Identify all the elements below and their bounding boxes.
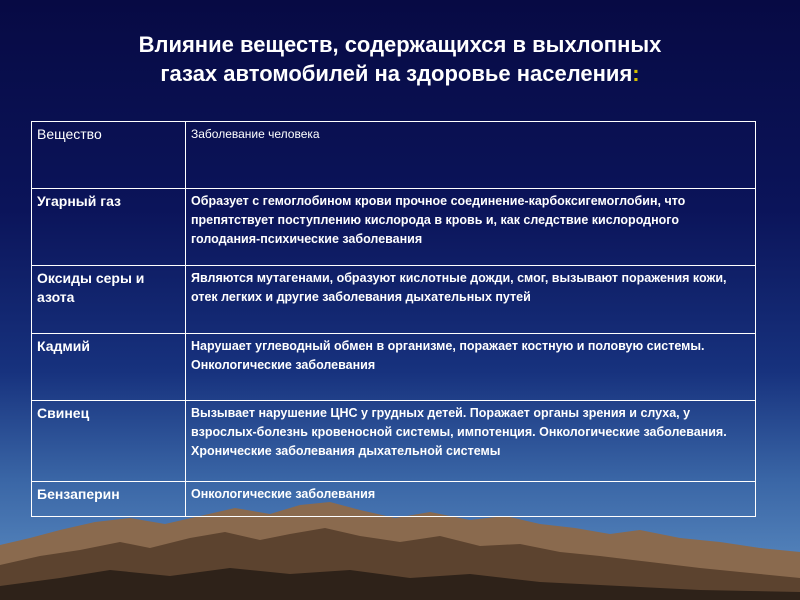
effect-cell: Нарушает углеводный обмен в организме, поражает костную и половую системы. Онкологические заболевания <box>186 334 756 401</box>
substance-cell: Бензаперин <box>32 482 186 517</box>
effect-cell: Онкологические заболевания <box>186 482 756 517</box>
title-colon: : <box>632 61 640 86</box>
effect-cell: Образует с гемоглобином крови прочное соединение-карбоксигемоглобин, что препятствует поступлению кислорода в кровь и, как следствие кислородного голодания-психические заболевания <box>186 189 756 266</box>
title-line-2-text: газах автомобилей на здоровье населения <box>160 61 633 86</box>
substance-cell: Оксиды серы и азота <box>32 266 186 334</box>
effect-cell: Являются мутагенами, образуют кислотные дожди, смог, вызывают поражения кожи, отек легких и другие заболевания дыхательных путей <box>186 266 756 334</box>
table-row <box>32 482 756 517</box>
title-line-2 <box>30 59 770 88</box>
substances-table <box>31 121 756 517</box>
title-line-1: Влияние веществ, содержащихся в выхлопных <box>138 32 662 57</box>
substance-cell: Кадмий <box>32 334 186 401</box>
table-row <box>32 334 756 401</box>
table-row <box>32 189 756 266</box>
table-row <box>32 401 756 482</box>
substance-cell: Угарный газ <box>32 189 186 266</box>
header-disease: Заболевание человека <box>186 122 756 189</box>
table-row <box>32 266 756 334</box>
table-header-row <box>32 122 756 189</box>
header-substance: Вещество <box>32 122 186 189</box>
substance-cell: Свинец <box>32 401 186 482</box>
effect-cell: Вызывает нарушение ЦНС у грудных детей. Поражает органы зрения и слуха, у взрослых-болезнь кровеносной системы, импотенция. Онкологические заболевания. Хронические заболевания дыхательной системы <box>186 401 756 482</box>
slide-title <box>30 30 770 88</box>
